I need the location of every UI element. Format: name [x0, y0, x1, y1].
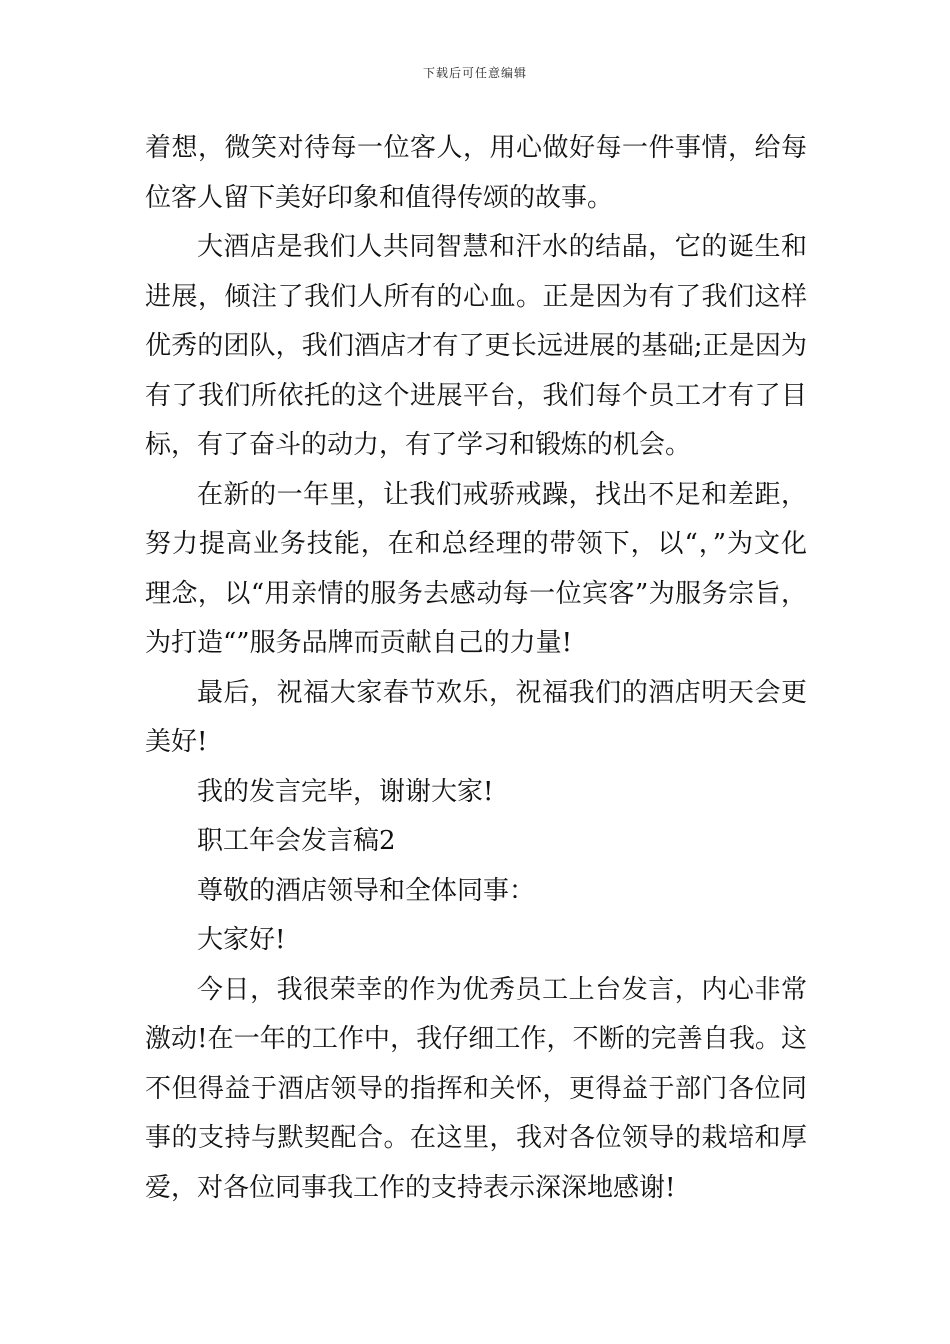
header-note: 下载后可任意编辑 [422, 66, 527, 80]
paragraph-wishes: 最后，祝福大家春节欢乐，祝福我们的酒店明天会更美好! [145, 677, 807, 757]
salutation: 尊敬的酒店领导和全体同事： [197, 875, 536, 906]
paragraph-continuation: 着想，微笑对待每一位客人，用心做好每一件事情，给每位客人留下美好印象和值得传颂的故事。 [145, 133, 807, 213]
document-body [145, 124, 807, 1213]
paragraph-speech-intro: 今日，我很荣幸的作为优秀员工上台发言，内心非常激动!在一年的工作中，我仔细工作，不断的完善自我。这不但得益于酒店领导的指挥和关怀，更得益于部门各位同事的支持与默契配合。在这里，我对各位领导的栽培和厚爱，对各位同事我工作的支持表示深深地感谢! [145, 974, 807, 1203]
section-title: 职工年会发言稿2 [197, 826, 396, 856]
paragraph-closing: 我的发言完毕，谢谢大家! [197, 776, 494, 807]
paragraph-new-year: 在新的一年里，让我们戒骄戒躁，找出不足和差距，努力提高业务技能，在和总经理的带领下，以“，”为文化理念，以“用亲情的服务去感动每一位宾客”为服务宗旨，为打造“”服务品牌而贡献自己的力量! [145, 479, 807, 658]
paragraph-hotel-team: 大酒店是我们人共同智慧和汗水的结晶，它的诞生和进展，倾注了我们人所有的心血。正是因为有了我们这样优秀的团队，我们酒店才有了更长远进展的基础;正是因为有了我们所依托的这个进展平台，我们每个员工才有了目标，有了奋斗的动力，有了学习和锻炼的机会。 [145, 232, 807, 460]
greeting: 大家好! [197, 925, 286, 955]
